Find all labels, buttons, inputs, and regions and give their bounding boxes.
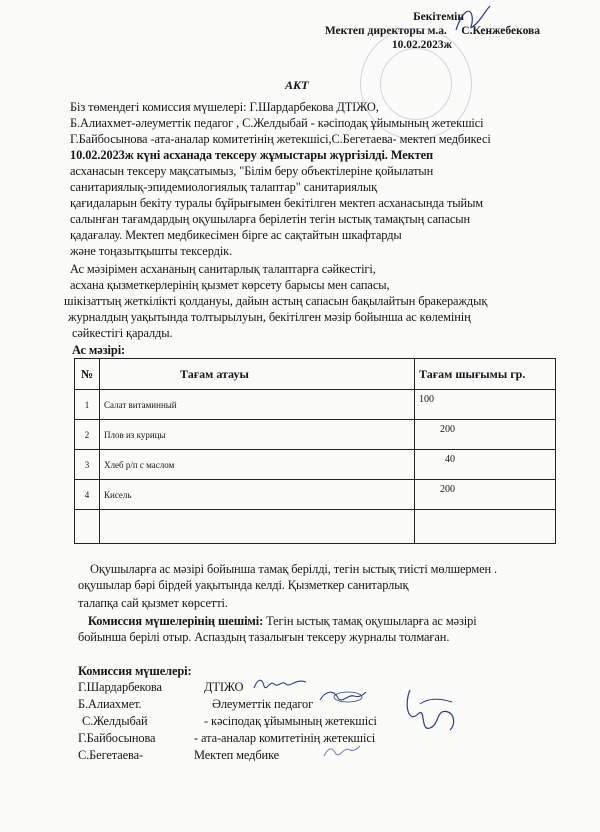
member-name: Б.Алиахмет.	[78, 697, 142, 711]
row-dish: Кисель	[100, 480, 415, 510]
row-number: 3	[75, 450, 100, 480]
table-row	[75, 390, 556, 420]
table-row	[75, 450, 556, 480]
member-row	[82, 714, 377, 729]
member-name: С.Желдыбай	[82, 714, 148, 728]
intro-line: санитариялық-эпидемиологиялық талаптар" санитариялық	[70, 180, 378, 194]
intro-line-date	[70, 148, 433, 163]
document-title: АКТ	[285, 78, 309, 92]
approval-date: 10.02.2023ж	[391, 39, 452, 51]
table-row	[75, 480, 556, 510]
row-number: 2	[75, 420, 100, 450]
member-row	[78, 680, 244, 695]
row-amount: 200	[415, 480, 556, 510]
member-name: Г.Шардарбекова	[78, 680, 162, 694]
row-amount: 100	[415, 390, 556, 420]
approval-director: Мектеп директоры м.а. С.Кенжебекова	[324, 25, 540, 37]
signature-aliakhmet	[318, 688, 368, 706]
intro-line: шікізаттың жеткілікті қолдануы, дайын астың сапасын бақылайтын бракераждық	[64, 294, 488, 308]
intro-line: асханасын тексеру мақсатымыз, "Білім беру объектілеріне қойылатын	[70, 164, 434, 178]
header-dish-name: Тағам атауы	[100, 359, 415, 390]
menu-table	[74, 358, 556, 544]
intro-line: қағидаларын бекіту туралы бұйрығымен бекітілген мектеп асханасында тыйым	[70, 196, 484, 210]
intro-line: асхана қызметкерлерінің қызмет көрсету барысы мен сапасы,	[70, 278, 390, 292]
intro-line: салынған тағамдардың оқушыларға берілетін тегін ыстық тамақтың сапасын	[70, 212, 471, 226]
row-dish: Хлеб р/п с маслом	[100, 450, 415, 480]
intro-line: журналдың уақытында толтырылуын, бекітілген мәзір бойынша ас көлемінің	[68, 310, 471, 324]
intro-line: Біз төмендегі комиссия мүшелері: Г.Шардарбекова ДТІЖО,	[70, 100, 379, 114]
row-dish	[100, 510, 415, 544]
header-portion: Тағам шығымы гр.	[415, 359, 556, 390]
signature-shardarbekova	[252, 674, 308, 694]
service-line: Оқушыларға ас мәзірі бойынша тамақ берілді, тегін ыстық тиісті мөлшермен .	[90, 562, 497, 576]
approval-title: Бекітемін	[413, 11, 464, 23]
member-role: - кәсіподақ ұйымының жетекшісі	[204, 714, 377, 728]
menu-heading-text: Ас мәзірі:	[72, 343, 126, 357]
service-line: оқушылар бәрі бірдей уақытында келді. Қызметкер санитарлық	[78, 578, 409, 592]
signature-zheldybai	[400, 684, 460, 740]
decision-line	[88, 614, 477, 629]
menu-heading	[72, 343, 125, 358]
row-dish: Салат витаминный	[100, 390, 415, 420]
row-number: 1	[75, 390, 100, 420]
decision-line: бойынша берілі отыр. Аспаздың тазалығын тексеру журналы толмаған.	[78, 630, 450, 644]
table-row	[75, 420, 556, 450]
signature-begetaeva	[322, 742, 362, 760]
members-heading	[78, 664, 192, 679]
member-role: ДТІЖО	[204, 680, 244, 694]
row-amount: 40	[415, 450, 556, 480]
table-header-row	[75, 359, 556, 390]
decision-text: Тегін ыстық тамақ оқушыларға ас мәзірі	[266, 614, 477, 628]
intro-line: қадағалау. Мектеп медбикесімен бірге ас сақтайтын шкафтарды	[70, 228, 402, 242]
row-amount: 200	[415, 420, 556, 450]
member-row	[78, 731, 376, 746]
member-role: Әлеуметтік педагог	[212, 697, 314, 711]
header-number: №	[75, 359, 100, 390]
member-role: - ата-аналар комитетінің жетекшісі	[194, 731, 376, 745]
member-name: С.Бегетаева-	[78, 748, 144, 762]
members-heading-text: Комиссия мүшелері:	[78, 664, 192, 678]
member-name: Г.Байбосынова	[78, 731, 156, 745]
service-line: талапқа сай қызмет көрсетті.	[78, 596, 228, 610]
member-role: Мектеп медбике	[194, 748, 280, 762]
member-row	[78, 748, 280, 763]
row-number: 4	[75, 480, 100, 510]
intro-line: және тоңазытқышты тексердік.	[70, 244, 233, 258]
intro-line: сәйкестігі қаралды.	[72, 326, 173, 340]
decision-label: Комиссия мүшелерінің шешімі:	[88, 614, 264, 628]
row-number	[75, 510, 100, 544]
official-seal-inner	[380, 48, 452, 120]
inspection-date: 10.02.2023ж күні асханада тексеру жұмыстары жүргізілді. Мектеп	[70, 148, 434, 162]
intro-line: Б.Алиахмет-әлеуметтік педагог , С.Желдыбай - кәсіподақ ұйымының жетекшісі	[70, 116, 484, 130]
signature-director	[452, 2, 494, 36]
row-dish: Плов из курицы	[100, 420, 415, 450]
intro-line: Г.Байбосынова -ата-аналар комитетінің жетекшісі,С.Бегетаева- мектеп медбикесі	[70, 132, 491, 146]
table-row	[75, 510, 556, 544]
row-amount	[415, 510, 556, 544]
member-row	[78, 697, 314, 712]
intro-line: Ас мәзірімен асхананың санитарлық талаптарға сәйкестігі,	[70, 262, 376, 276]
